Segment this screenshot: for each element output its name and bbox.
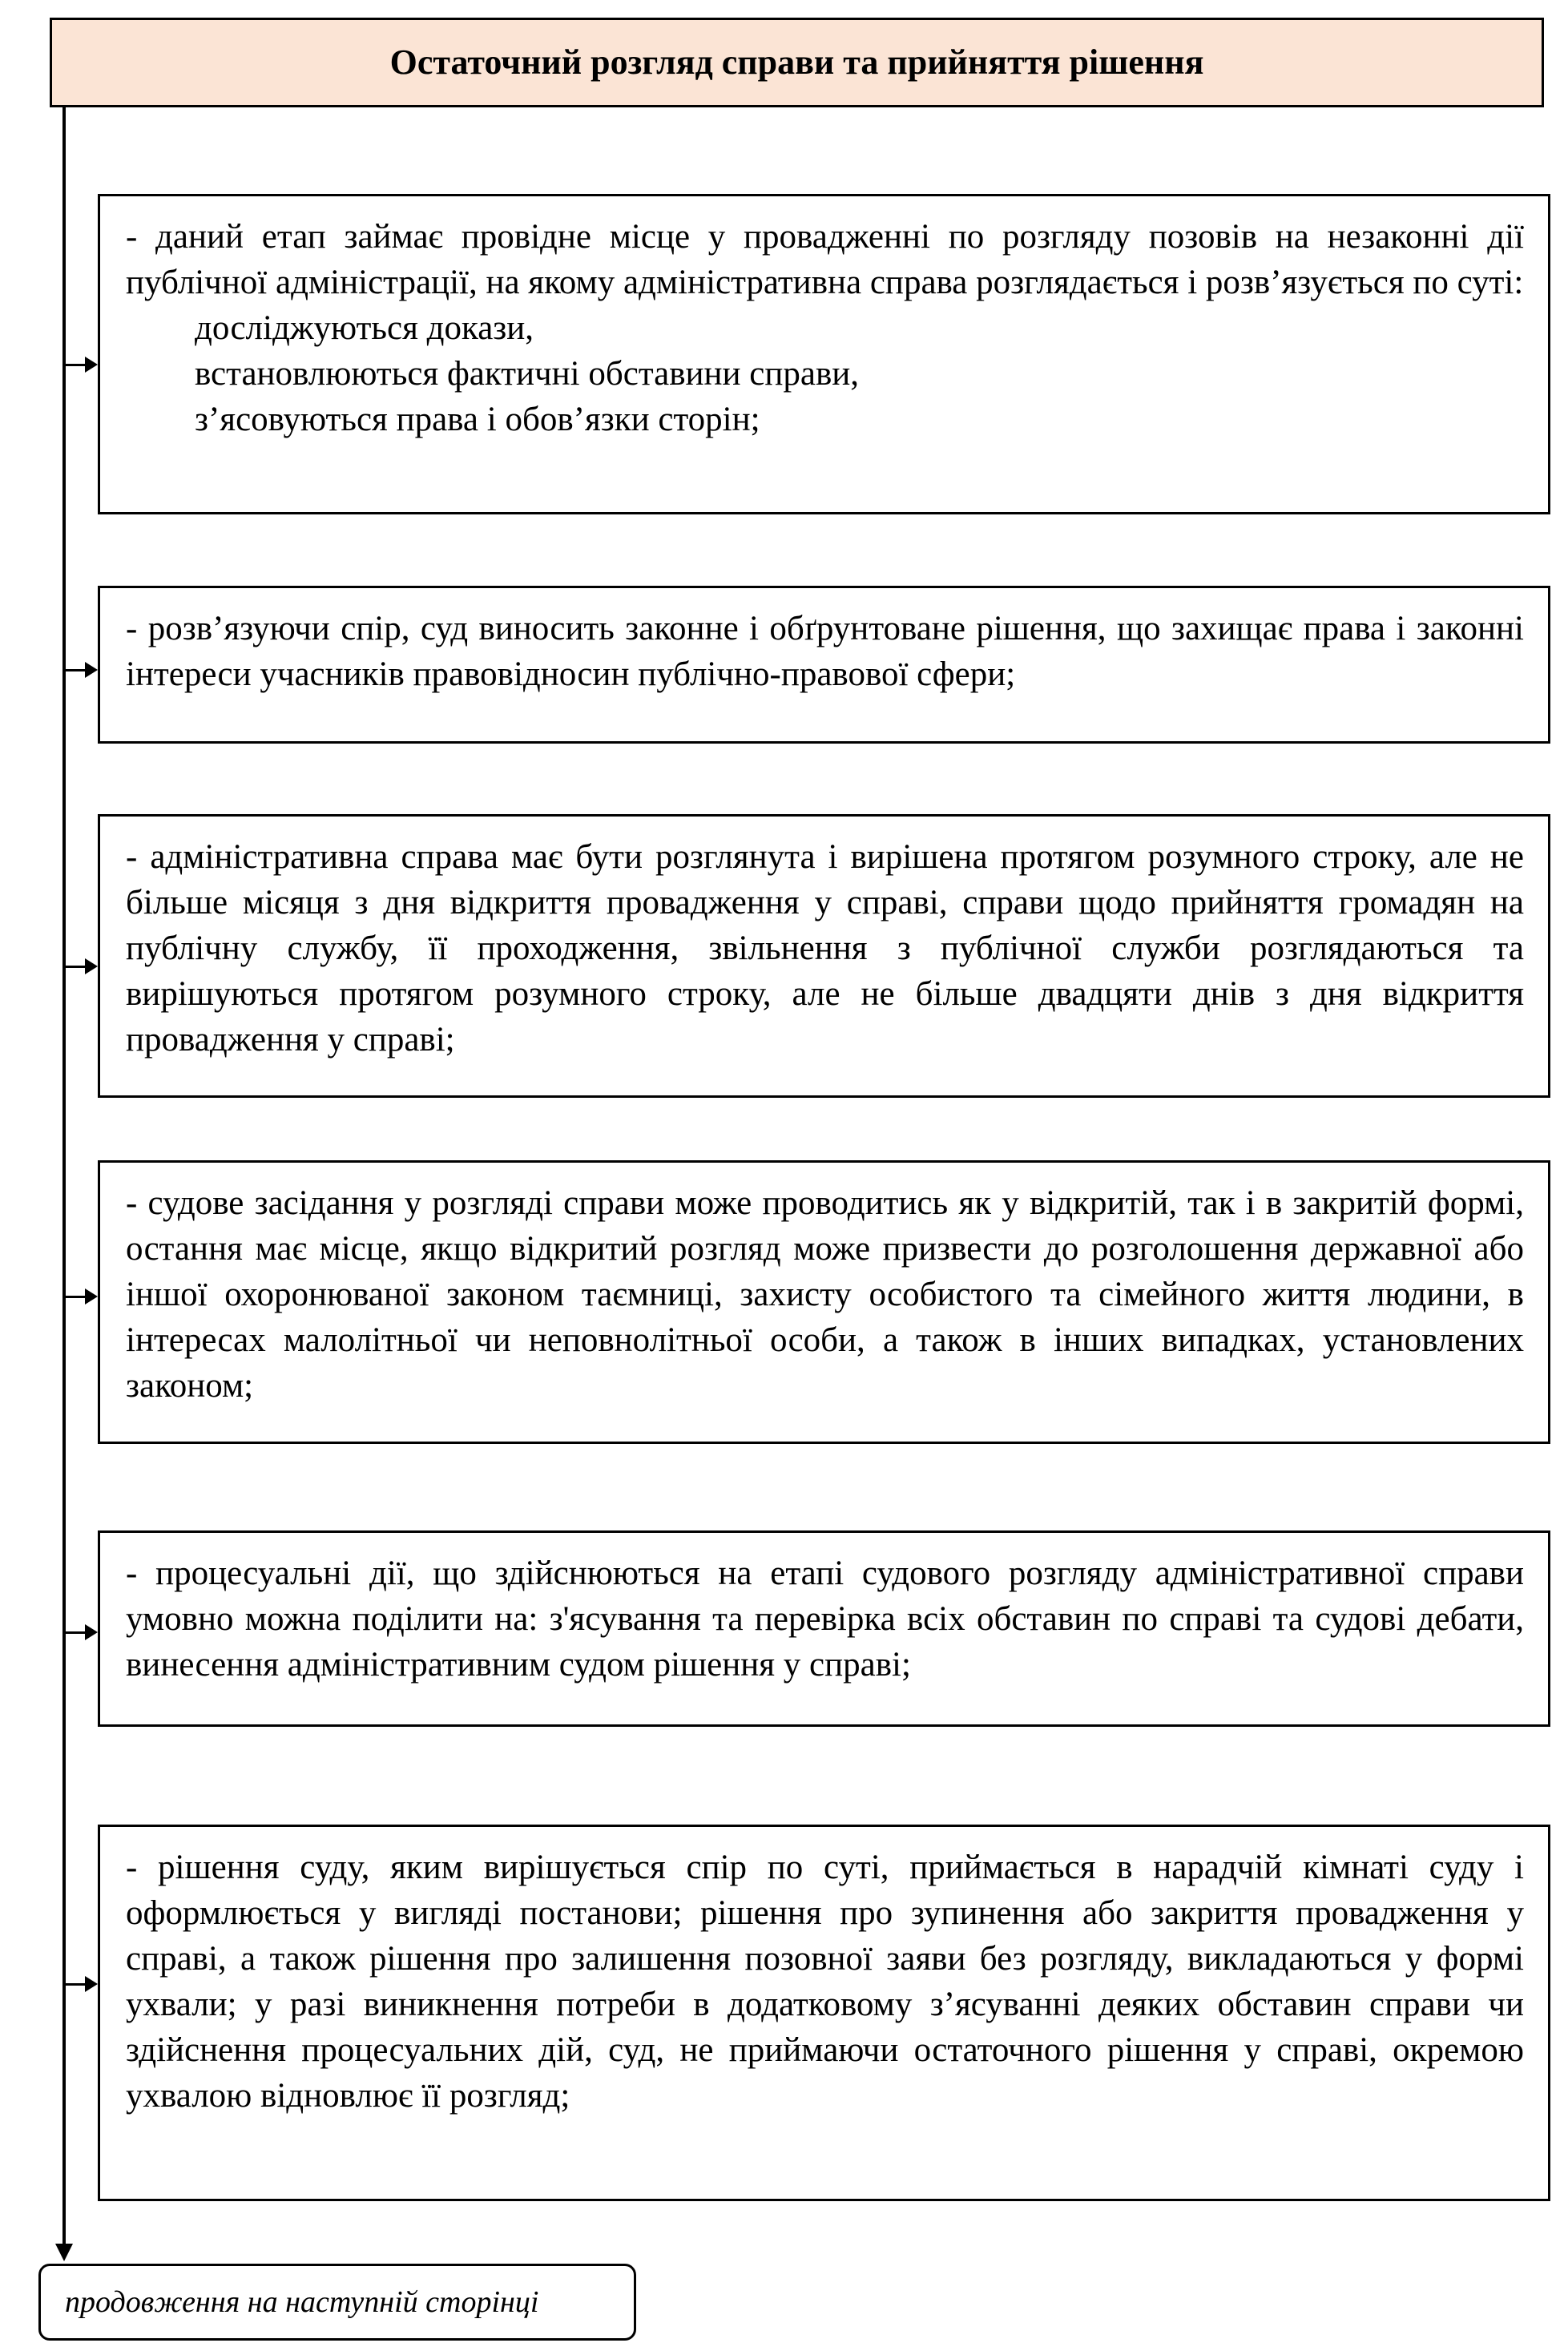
- stage-text-6: - рішення суду, яким вирішується спір по суті, приймається в нарадчій кімнаті суду і оформлюється у вигляді постанови; рішення про зупинення або закриття провадження у справі, а також рішення про залишення позовної заяви без розгляду, викладаються у формі ухвали; у разі виникнення потреби в додатковому з’ясуванні деяких обставин справи чи здійснення процесуальних дій, суд, не приймаючи остаточного рішення у справі, окремою ухвалою відновлює її розгляд;: [126, 1849, 1524, 2115]
- sub-item-3: з’ясовуються права і обов’язки сторін;: [195, 401, 760, 438]
- connector-arrow-6: [64, 1983, 88, 1986]
- stage-box-6: [98, 1825, 1550, 2201]
- sub-item-1: досліджуються докази,: [195, 309, 534, 347]
- sub-item-2: встановлюються фактичні обставини справи,: [195, 355, 860, 393]
- stage-box-1: [98, 194, 1550, 514]
- connector-arrow-4: [64, 1296, 88, 1298]
- stage-text-3: - адміністративна справа має бути розглянута і вирішена протягом розумного строку, але не більше місяця з дня відкриття провадження у справі, справи щодо прийняття громадян на публічну службу, її проходження, звільнення з публічної служби розглядаються та вирішуються протягом розумного строку, але не більше двадцяти днів з дня відкриття провадження у справі;: [126, 838, 1524, 1059]
- arrow-down-icon: [55, 2244, 73, 2261]
- stage-box-2: [98, 586, 1550, 744]
- continuation-box: [38, 2264, 636, 2341]
- stage-text-2: - розв’язуючи спір, суд виносить законне і обґрунтоване рішення, що захищає права і законні інтереси учасників правовідносин публічно-правової сфери;: [126, 610, 1524, 693]
- flow-line: [62, 107, 66, 2252]
- connector-arrow-1: [64, 364, 88, 366]
- arrow-right-icon: [85, 1624, 98, 1640]
- continuation-text: продовження на наступній сторінці: [65, 2285, 539, 2319]
- diagram-title-box: [50, 18, 1544, 107]
- arrow-right-icon: [85, 1288, 98, 1305]
- stage-box-4: [98, 1160, 1550, 1444]
- arrow-right-icon: [85, 357, 98, 373]
- connector-arrow-5: [64, 1631, 88, 1634]
- connector-arrow-2: [64, 669, 88, 671]
- stage-box-5: [98, 1530, 1550, 1727]
- stage-box-3: [98, 814, 1550, 1098]
- connector-arrow-3: [64, 966, 88, 968]
- arrow-right-icon: [85, 1976, 98, 1992]
- diagram-title: Остаточний розгляд справи та прийняття рішення: [389, 42, 1204, 82]
- arrow-right-icon: [85, 662, 98, 678]
- stage-text-5: - процесуальні дії, що здійснюються на етапі судового розгляду адміністративної справи умовно можна поділити на: з'ясування та перевірка всіх обставин по справі та судові дебати, винесення адміністративним судом рішення у справі;: [126, 1555, 1524, 1684]
- stage-text-4: - судове засідання у розгляді справи може проводитись як у відкритій, так і в закритій формі, остання має місце, якщо відкритий розгляд може призвести до розголошення державної або іншої охоронюваної законом таємниці, захисту особистого та сімейного життя людини, в інтересах малолітньої чи неповнолітньої особи, а також в інших випадках, установлених законом;: [126, 1184, 1524, 1405]
- arrow-right-icon: [85, 958, 98, 974]
- stage-text-1: - даний етап займає провідне місце у провадженні по розгляду позовів на незаконні дії публічної адміністрації, на якому адміністративна справа розглядається і розв’язується по суті:: [126, 218, 1524, 301]
